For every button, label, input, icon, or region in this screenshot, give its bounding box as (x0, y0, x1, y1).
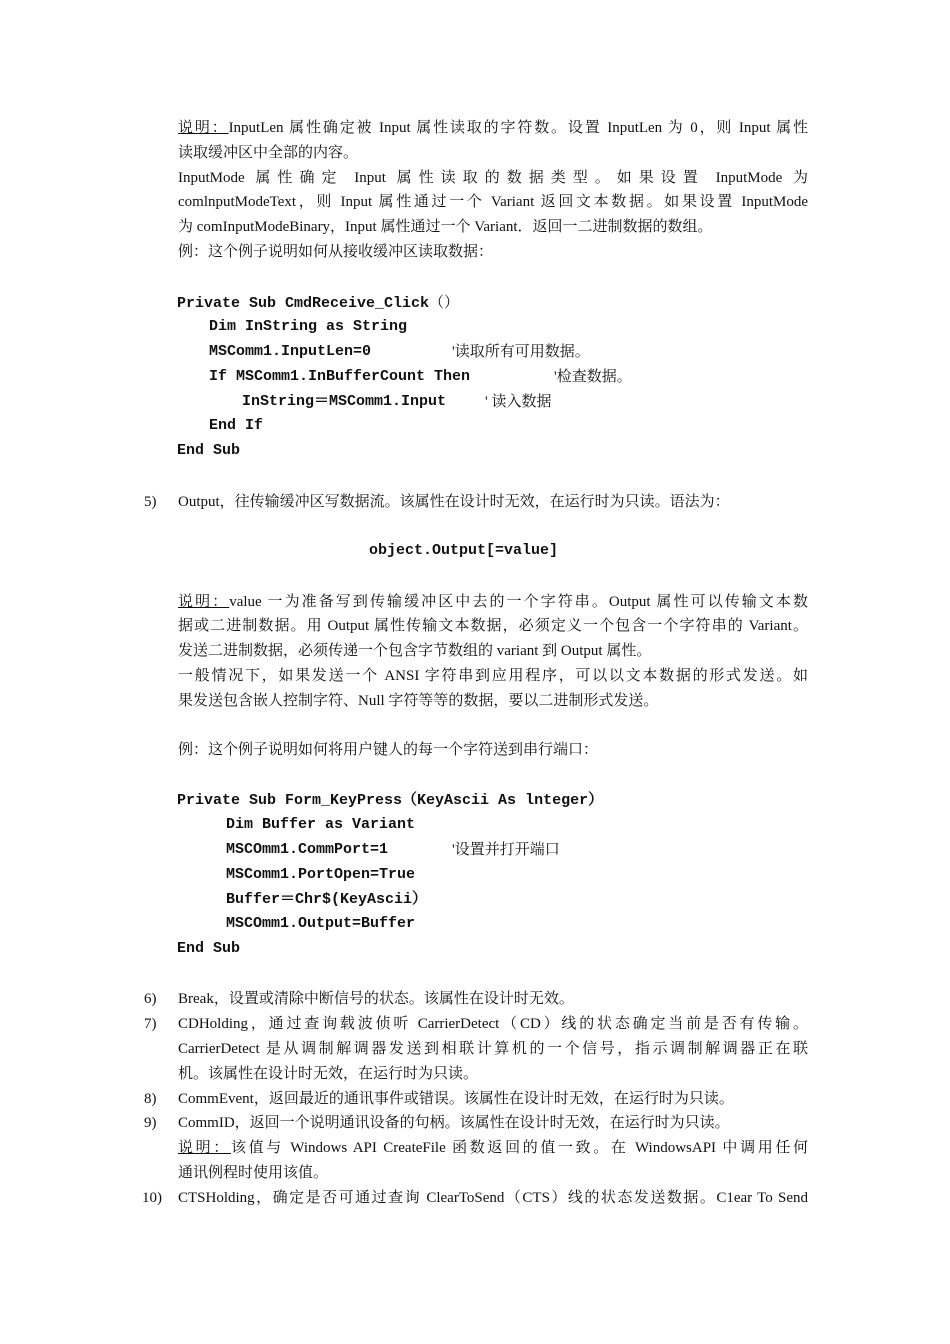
code1-line-7: End Sub (177, 442, 241, 459)
item-9-line-2: 说明：该值与 Windows API CreateFile 函数返回的值一致。在 WindowsAPI 中调用任何 (178, 1140, 808, 1156)
code2-line-6: MSCOmm1.Output=Buffer (226, 915, 416, 932)
item-7-line-3: 机。该属性在设计时无效，在运行时为只读。 (178, 1066, 479, 1082)
item-10-number: 10) (142, 1190, 162, 1206)
item-5-text: Output，往传输缓冲区写数据流。该属性在设计时无效，在运行时为只读。语法为： (178, 494, 730, 510)
inputmode-line-3: 为 comInputModeBinary，Input 属性通过一个 Variant．返回一二进制数据的数组。 (178, 219, 713, 235)
code1-line-5: InString＝MSComm1.Input (242, 393, 447, 410)
item-10-text: CTSHolding，确定是否可通过查询 ClearToSend（CTS）线的状态发送数据。C1ear To Send (178, 1190, 808, 1206)
code2-line-2: Dim Buffer as Variant (226, 816, 416, 833)
code1-line-4: If MSComm1.InBufferCount Then (209, 368, 471, 385)
code1-comment-4: '检查数据。 (554, 369, 632, 385)
code2-line-3: MSCOmm1.CommPort=1 (226, 841, 389, 858)
output-note-line-1: 说明：value 一为准备写到传输缓冲区中去的一个字符串。Output 属性可以传输文本数 (178, 594, 808, 610)
inputlen-note-line-1: 说明：InputLen 属性确定被 Input 属性读取的字符数。设置 InputLen 为 0，则 Input 属性 (178, 120, 808, 136)
item-8-text: CommEvent，返回最近的通讯事件或错误。该属性在设计时无效，在运行时为只读。 (178, 1091, 734, 1107)
code2-line-7: End Sub (177, 940, 241, 957)
item-9-line-1: CommID，返回一个说明通讯设备的句柄。该属性在设计时无效，在运行时为只读。 (178, 1115, 730, 1131)
note-label: 说明： (178, 120, 229, 136)
code2-comment-3: '设置并打开端口 (452, 842, 560, 858)
output-syntax: object.Output[=value] (369, 542, 559, 559)
item-8-number: 8) (144, 1091, 157, 1107)
output-note-line-4: 一般情况下，如果发送一个 ANSI 字符串到应用程序，可以以文本数据的形式发送。如 (178, 668, 808, 684)
item-6-text: Break，设置或清除中断信号的状态。该属性在设计时无效。 (178, 991, 574, 1007)
example-intro-1: 例：这个例子说明如何从接收缓冲区读取数据： (178, 244, 494, 260)
output-note-line-5: 果发送包含嵌人控制字符、Null 字符等等的数据，要以二进制形式发送。 (178, 693, 659, 709)
code2-line-1: Private Sub Form_KeyPress（KeyAscii As lnteger） (177, 792, 604, 809)
note-label: 说明： (178, 1140, 231, 1156)
item-7-line-1: CDHolding，通过查询载波侦听 CarrierDetect（CD）线的状态确定当前是否有传输。 (178, 1016, 808, 1032)
code2-line-5: Buffer＝Chr$(KeyAscii） (226, 891, 428, 908)
code1-line-6: End If (209, 417, 264, 434)
item-5-number: 5) (144, 494, 157, 510)
item-7-number: 7) (144, 1016, 157, 1032)
note-label: 说明： (178, 594, 230, 610)
code1-line-2: Dim InString as String (209, 318, 408, 335)
inputmode-line-2: comlnputModeText，则 Input 属性通过一个 Variant 返回文本数据。如果设置 InputMode (178, 194, 808, 210)
code1-comment-5: ' 读入数据 (485, 394, 552, 410)
item-9-number: 9) (144, 1115, 157, 1131)
output-note-line-2: 据或二进制数据。用 Output 属性传输文本数据，必须定义一个包含一个字符串的 Variant。 (178, 618, 808, 634)
item-9-line-3: 通讯例程时使用该值。 (178, 1165, 329, 1181)
item-7-line-2: CarrierDetect 是从调制解调器发送到相联计算机的一个信号，指示调制解调器正在联 (178, 1041, 808, 1057)
example-intro-2: 例：这个例子说明如何将用户键人的每一个字符送到串行端口： (178, 742, 599, 758)
code1-line-3: MSComm1.InputLen=0 (209, 343, 372, 360)
code1-line-1: Private Sub CmdReceive_Click（） (177, 295, 460, 312)
item-6-number: 6) (144, 991, 157, 1007)
code2-line-4: MSComm1.PortOpen=True (226, 866, 416, 883)
inputlen-note-line-2: 读取缓冲区中全部的内容。 (178, 145, 359, 161)
output-note-line-3: 发送二进制数据，必须传递一个包含字节数组的 variant 到 Output 属性。 (178, 643, 652, 659)
code1-comment-3: '读取所有可用数据。 (452, 344, 590, 360)
inputmode-line-1: InputMode 属性确定 Input 属性读取的数据类型。如果设置 InputMode 为 (178, 170, 808, 186)
